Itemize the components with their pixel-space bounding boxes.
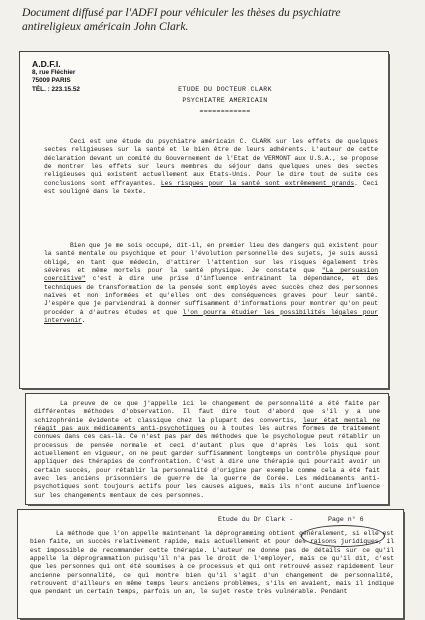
underlined-text: leur état mental ne réagit pas aux médicaments anti-psychotiques: [34, 416, 381, 433]
document-page-1: [20, 52, 388, 388]
text-run: Bien que je me sois occupé, dit-il, en premier lieu des dangers qui existent pour la santé mentale ou psychique et pour l'évolution personnelle des sujets, je suis aussi obligé, en tant que médecin, d'attirer l'attention sur les risques également très sévères et même mortels pour la santé physique. Je constate que: [44, 242, 378, 275]
underlined-text: l'on pourra étudier les possibilités légales pour intervenir: [44, 308, 378, 325]
stamp-city: 75009 PARIS: [32, 77, 71, 85]
document-title: [140, 84, 310, 117]
text-run: La méthode que l'on appelle maintenant la: [56, 530, 216, 537]
underlined-text: "La persuasion coercitive": [44, 267, 379, 283]
paragraph-intro: [44, 138, 378, 196]
text-run: .: [81, 317, 86, 325]
title-line-2: PSYCHIATRE AMERICAIN: [182, 97, 268, 104]
stamp-org: A.D.F.I.: [32, 59, 61, 69]
page-header: Etude du Dr Clark -: [218, 516, 294, 523]
text-run: La preuve de ce que j'appelle ici le changement de personnalité a été faite par différentes méthodes d'observation. Il faut dire tout d'abord que s'il y a une schizophrénie évidente et classique chez la plupart des convertis,: [34, 400, 380, 424]
stamp-phone: TÉL. : 223.15.52: [32, 85, 80, 93]
text-run: Ceci est une étude du psychiatre américain C. CLARK sur les effets de quelques sectes religieuses sur la santé et le bien être de leurs adhérents. L'auteur de cette déclaration devant un comité du Gouvernement de l'Etat de VERMONT aux U.S.A., se propose de montrer les effets sur leurs membres du séjour dans quelques unes des sectes religieuses qui existent actuellement aux Etats-Unis. Pour le dire tout de suite ces conclusions sont effrayantes.: [44, 138, 378, 187]
document-caption: Document diffusé par l'ADFI pour véhiculer les thèses du psychiatre antireligieux américain John Clark.: [22, 6, 341, 33]
paragraph-dangers: [44, 242, 378, 325]
text-run: . Ceci est souligné dans le texte.: [44, 179, 378, 196]
adfi-stamp: [32, 60, 80, 94]
page-number: Page n° 6: [328, 516, 364, 523]
underlined-text: Les risques pour la santé sont extrêmement grands: [160, 179, 355, 187]
document-page-3: [18, 510, 403, 618]
circled-word: déprogramming: [215, 530, 265, 537]
title-rule: ============: [199, 108, 251, 115]
paragraph-proof: [34, 400, 380, 500]
text-run: c'est à dire une prise d'influence entrainant la dépendance, et des techniques de transformation de la pensée sont employés avec succès chez des personnes naïves et non informées et qu'elles ont des conséquences graves pour leur santé. J'espère que je parviendrai à donner suffisamment d'informations pour montrer qu'on peut procéder à d'autres études et que: [44, 275, 378, 316]
text-run: ou à toutes les autres formes de traitement connues dans ces cas-là. Ce n'est pas par des méthodes que le psychologue peut rétablir un processus de pensée normale et ceci d'autant plus que d'après les lois qui sont actuellement en vigueur, on ne peut garder suffisamment longtemps un contrôle physique pour appliquer des thérapies de confrontation. C'est à dire une thérapie qui pourrait avoir un certain succès, pour rétablir la personnalité d'origine par exemple comme cela a été fait avec les anciens prisonniers de guerre de la guerre de Corée. Les médicaments anti-psychotiques sont toujours actifs pour les causes aigues, mais ils n'ont aucune influence sur les changements mentaux de ces personnes.: [34, 425, 381, 499]
title-line-1: ETUDE DU DOCTEUR CLARK: [178, 86, 272, 93]
stamp-street: 8, rue Fléchier: [32, 68, 76, 76]
paragraph-deprogramming: [30, 530, 394, 597]
document-page-2: [26, 394, 388, 504]
text-run: obtient généralement, si elle est bien faite, un succès relativement rapide, mais actuellement et pour des raisons juridiques, il est impossible de recommander cette thérapie. L'auteur ne donne pas de détails sur ce qu'il appelle la déprogrammation puisqu'il n'a pas le droit de l'employer, mais ce qu'il dit, c'est que les personnes qui ont été soumises à ce processus et qui ont retrouvé assez rapidement leur ancienne personnalité, ce qui montre bien qu'il s'agit d'un changement de personnalité, retrouvent d'ailleurs en même temps leurs anciens problèmes, s'ils en avaient, mais il indique que pendant un certain temps, parfois un an, le sujet reste très vulnérable. Pendant: [30, 530, 394, 596]
